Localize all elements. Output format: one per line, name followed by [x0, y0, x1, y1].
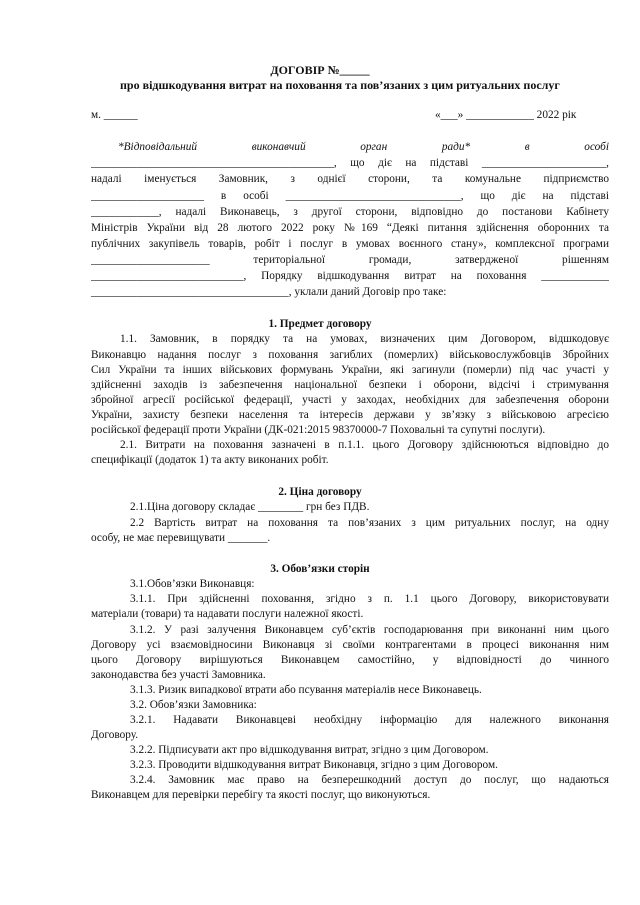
preamble-line: ____________, надалі Виконавець, з другої сторони, відповідно до постанови Кабінету	[91, 206, 609, 218]
contract-subtitle: про відшкодування витрат на поховання та пов’язаних з цим ритуальних послуг	[120, 78, 560, 92]
paragraph-line: цього Договору вирішуються Виконавцем самостійно, у відповідності до чинного	[91, 654, 609, 666]
paragraph-line: 3.1.3. Ризик випадкової втрати або псування матеріалів несе Виконавець.	[130, 684, 482, 696]
paragraph-line: законодавства без участі Замовника.	[91, 669, 266, 681]
paragraph-line: Договору.	[91, 729, 139, 741]
paragraph-line: 2.2 Вартість витрат на поховання та пов’язаних з цим ритуальних послуг, на одну	[130, 517, 609, 529]
paragraph-line: специфікації (додаток 1) та акту виконаних робіт.	[91, 454, 329, 466]
preamble-line: ___________________________, Порядку відшкодування витрат на поховання ____________	[91, 270, 609, 282]
paragraph-line: 2.1. Витрати на поховання зазначені в п.1.1. цього Договору здійснюються відповідно до	[120, 439, 609, 451]
paragraph-line: Сил України та інших військових формувань України, які загинули (померли) під час участі у	[91, 364, 609, 376]
preamble-line: надалі іменується Замовник, з однієї сторони, та комунальне підприємство	[91, 173, 609, 185]
paragraph-line: 3.2.1. Надавати Виконавцеві необхідну інформацію для належного виконання	[130, 714, 609, 726]
paragraph-line: 3.1.Обов’язки Виконавця:	[130, 578, 255, 590]
date-line: «___» ____________ 2022 рік	[435, 109, 577, 121]
paragraph-line: збройної агресії російської федерації, участі у заходах, необхідних для забезпечення оборони	[91, 394, 609, 406]
contract-title: ДОГОВІР №_____	[270, 63, 370, 77]
preamble-line: ___________________________________________, що діє на підставі ______________________,	[91, 157, 609, 169]
paragraph-line: 3.1.2. У разі залучення Виконавцем суб’єктів господарювання при виконанні ним цього	[130, 624, 609, 636]
paragraph-line: 1.1. Замовник, в порядку та на умовах, визначених цим Договором, відшкодовує	[120, 333, 609, 345]
paragraph-line: 3.2. Обов’язки Замовника:	[130, 699, 257, 711]
paragraph-line: 2.1.Ціна договору складає ________ грн без ПДВ.	[130, 501, 370, 513]
preamble-line: _____________________ територіальної громади, затвердженої рішенням	[91, 254, 609, 266]
paragraph-line: України, захисту безпеки населення та інтересів держави у зв’язку з військовою агресією	[91, 409, 609, 421]
preamble-line: ___________________________________, уклали даний Договір про таке:	[91, 286, 447, 298]
paragraph-line: російської федерації проти України (ДК-021:2015 98370000-7 Поховальні та супутні послуги).	[91, 424, 546, 436]
section-heading-price: 2. Ціна договору	[278, 486, 362, 498]
preamble-line: Міністрів України від 28 лютого 2022 року №169 “Деякі питання здійснення оборонних та	[91, 222, 609, 234]
paragraph-line: здійсненні заходів із забезпечення національної безпеки і оборони, відсічі і стримування	[91, 379, 609, 391]
paragraph-line: 3.2.3. Проводити відшкодування витрат Виконавця, згідно з цим Договором.	[130, 759, 498, 771]
paragraph-line: особу, не має перевищувати _______.	[91, 532, 271, 544]
paragraph-line: 3.1.1. При здійсненні поховання, згідно з п. 1.1 цього Договору, використовувати	[130, 593, 609, 605]
section-heading-obligations: 3. Обов’язки сторін	[270, 563, 370, 575]
paragraph-line: 3.2.2. Підписувати акт про відшкодування витрат, згідно з цим Договором.	[130, 744, 489, 756]
paragraph-line: Договору усі взаємовідносини Виконавця зі своїми контрагентами в процесі виконання ним	[91, 639, 609, 651]
paragraph-line: Виконавцю надання послуг з поховання загиблих (померлих) військовослужбовців Збройних	[91, 349, 609, 361]
paragraph-line: Виконавцем для перевірки перебігу та якості послуг, що виконуються.	[91, 789, 431, 801]
preamble-line: *Відповідальний виконавчий орган ради* в особі	[118, 141, 609, 153]
preamble-line: публічних закупівель товарів, робіт і послуг в умовах воєнного стану», комплексної програми	[91, 238, 609, 250]
place-label: м. ______	[91, 109, 138, 121]
paragraph-line: матеріали (товари) та надавати послуги належної якості.	[91, 608, 364, 620]
paragraph-line: 3.2.4. Замовник має право на безперешкодний доступ до послуг, що надаються	[130, 774, 609, 786]
preamble-line: ____________________ в особі _______________________________, що діє на підставі	[91, 190, 609, 202]
section-heading-subject: 1. Предмет договору	[268, 318, 372, 330]
